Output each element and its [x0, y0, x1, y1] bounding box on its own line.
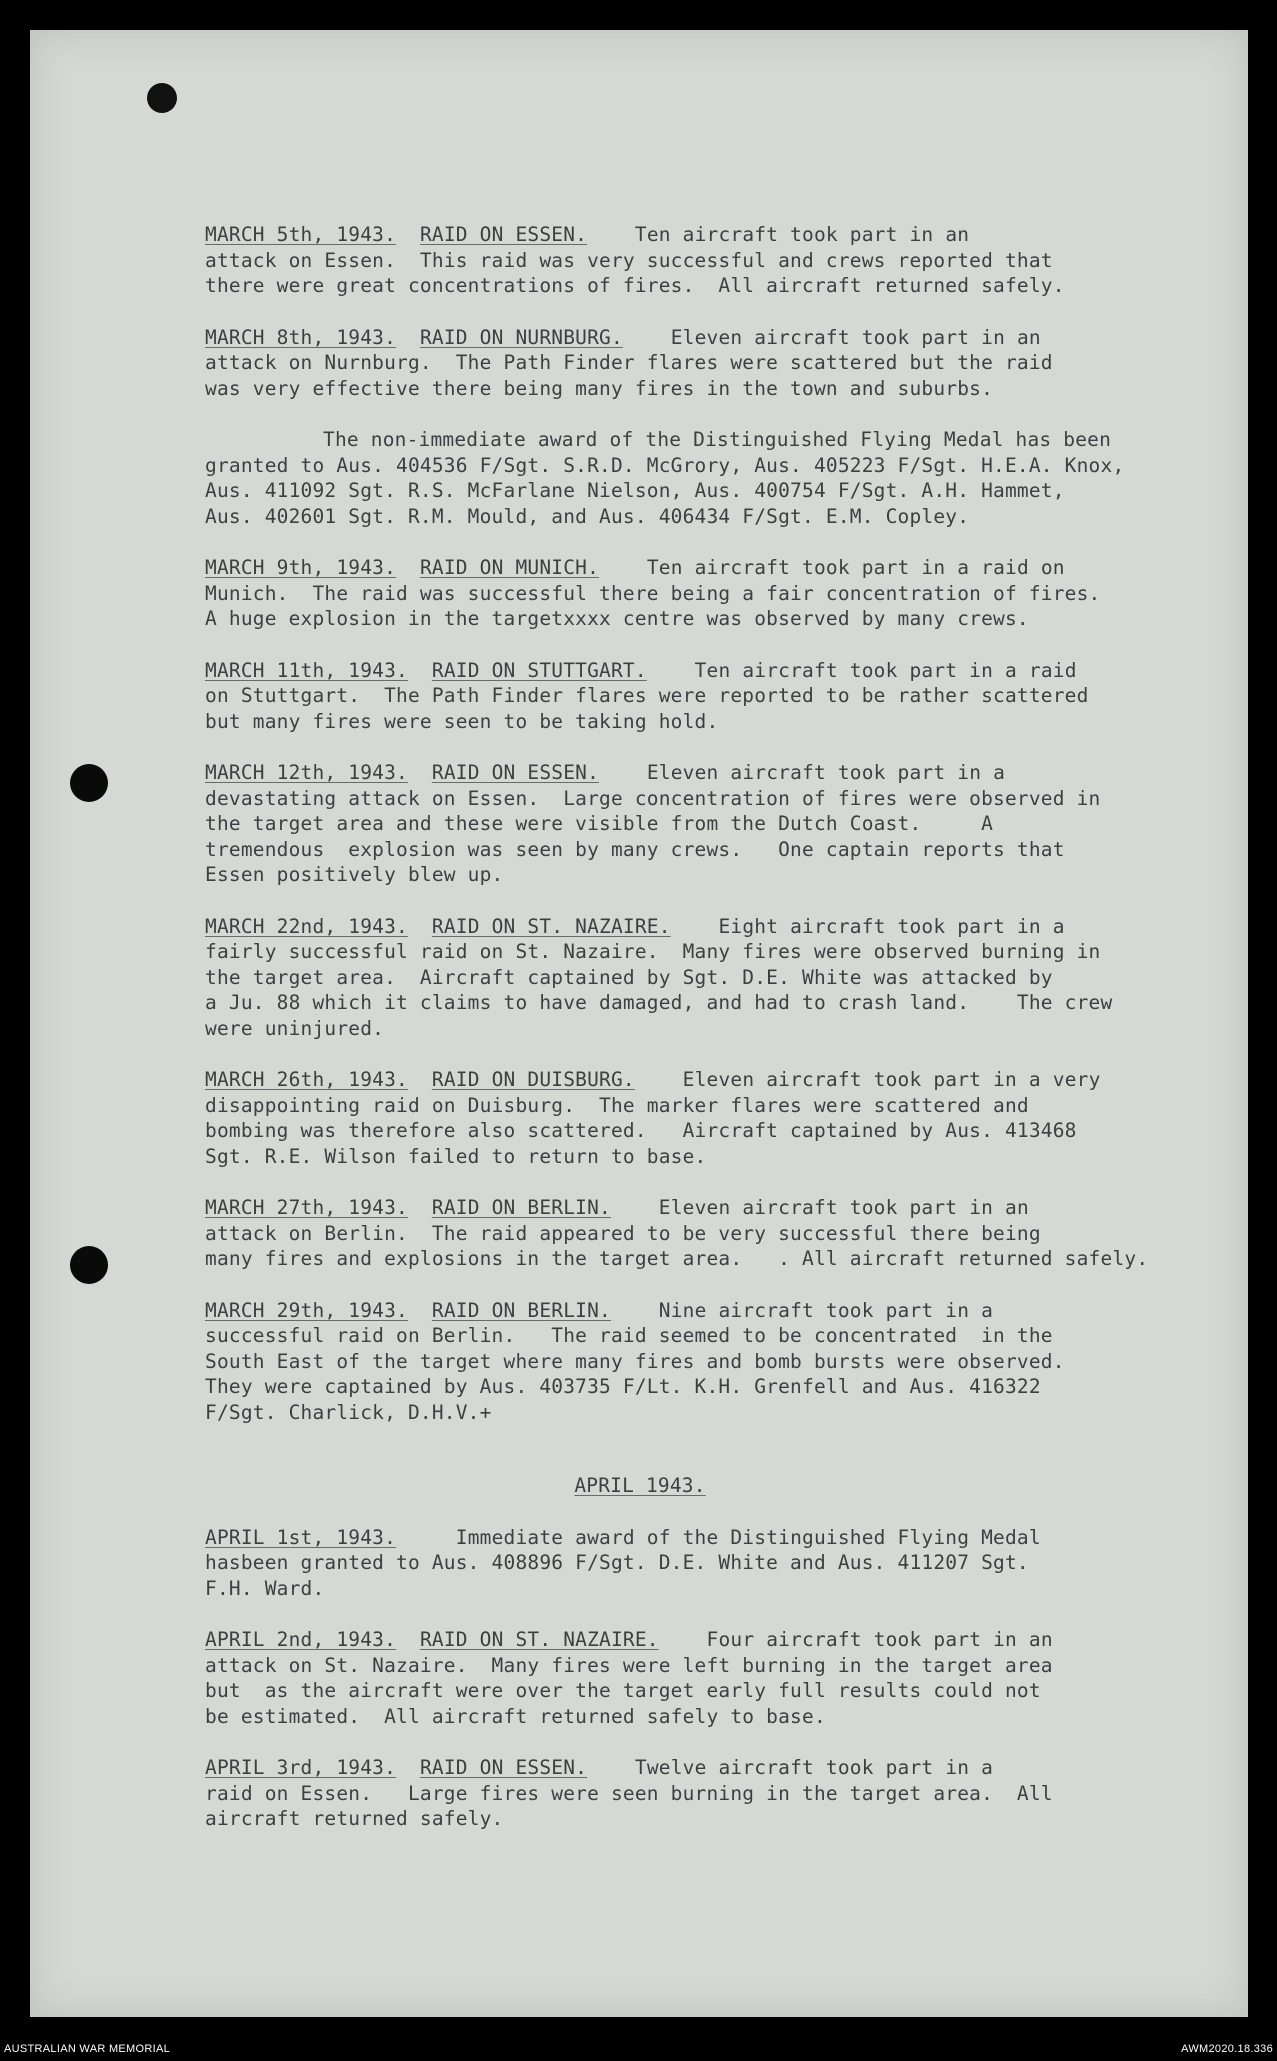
entry-title: RAID ON DUISBURG. — [431, 1068, 635, 1091]
raid-entry — [205, 325, 1205, 402]
entry-title: RAID ON BERLIN. — [431, 1298, 611, 1322]
entry-date: APRIL 2nd, 1943. — [205, 1628, 397, 1651]
entry-title: RAID ON MUNICH. — [419, 556, 600, 579]
raid-entry — [205, 914, 1205, 1042]
raid-entry — [205, 1627, 1205, 1729]
entry-date: MARCH 11th, 1943. — [205, 658, 408, 682]
entry-body: Eleven aircraft took part in an attack on Berlin. The raid appeared to be very successful there being many fires and explosions in the target area. . All aircraft returned safely. — [205, 1196, 1149, 1270]
archive-credit: AUSTRALIAN WAR MEMORIAL — [4, 2043, 171, 2055]
entry-body: Eleven aircraft took part in a devastating attack on Essen. Large concentration of fires were observed in the target area and these were visible from the Dutch Coast. A tremendous explosion was seen by many crews. One captain reports that Essen positively blew up. — [205, 761, 1101, 886]
award-first-line: The non-immediate award of the Distinguished Flying Medal has been — [323, 428, 1112, 451]
raid-entry — [205, 555, 1205, 632]
raid-entry — [205, 1195, 1205, 1272]
entry-date: MARCH 8th, 1943. — [205, 325, 397, 349]
entry-date: MARCH 5th, 1943. — [205, 223, 397, 246]
entry-title: RAID ON ST. NAZAIRE. — [431, 914, 671, 938]
entry-body: Nine aircraft took part in a successful raid on Berlin. The raid seemed to be concentrated in the South East of the target where many fires and bomb bursts were observed. They were captained by Aus. 403735 F/Lt. K.H. Grenfell and Aus. 416322 F/Sgt. Charlick, D.H.V.+ — [205, 1298, 1065, 1424]
top-ink-mark — [147, 83, 177, 113]
archive-reference: AWM2020.18.336 — [1181, 2043, 1273, 2055]
entry-body: Four aircraft took part in an attack on St. Nazaire. Many fires were left burning in the target area but as the aircraft were over the target early full results could not be estimated. All aircraft returned safely to base. — [205, 1628, 1053, 1728]
entry-body: Eleven aircraft took part in a very disappointing raid on Duisburg. The marker flares were scattered and bombing was therefore also scattered. Aircraft captained by Aus. 413468 Sgt. R.E. Wilson failed to return to base. — [205, 1068, 1101, 1168]
raid-entry — [205, 760, 1205, 888]
entry-body: Ten aircraft took part in a raid on Munich. The raid was successful there being a fair concentration of fires. A huge explosion in the targetxxxx centre was observed by many crews. — [205, 556, 1101, 630]
punch-hole-lower — [70, 1246, 108, 1284]
entry-date: MARCH 27th, 1943. — [205, 1196, 408, 1219]
entry-date: MARCH 26th, 1943. — [205, 1068, 408, 1091]
entry-body: Immediate award of the Distinguished Flying Medal hasbeen granted to Aus. 408896 F/Sgt. D.E. White and Aus. 411207 Sgt. F.H. Ward. — [205, 1525, 1041, 1600]
entry-date: APRIL 3rd, 1943. — [205, 1756, 397, 1779]
section-heading-text: APRIL 1943. — [574, 1474, 706, 1497]
entry-date: MARCH 29th, 1943. — [205, 1298, 408, 1322]
entry-title: RAID ON STUTTGART. — [431, 658, 647, 682]
award-rest: granted to Aus. 404536 F/Sgt. S.R.D. McGrory, Aus. 405223 F/Sgt. H.E.A. Knox, Aus. 411092 Sgt. R.S. McFarlane Nielson, Aus. 400754 F/Sgt. A.H. Hammet, Aus. 402601 Sgt. R.M. Mould, and Aus. 406434 F/Sgt. E.M. Copley. — [205, 453, 1125, 528]
entry-title: RAID ON ESSEN. — [431, 761, 600, 784]
entry-date: APRIL 1st, 1943. — [205, 1525, 397, 1549]
entry-title: RAID ON ESSEN. — [419, 1756, 588, 1779]
entry-title: RAID ON NURNBURG. — [419, 325, 623, 349]
raid-entry — [205, 1755, 1205, 1832]
entry-title: RAID ON ST. NAZAIRE. — [419, 1628, 659, 1651]
document-body — [205, 222, 1205, 1858]
section-heading — [205, 1473, 1205, 1499]
entry-body: Ten aircraft took part in a raid on Stuttgart. The Path Finder flares were reported to be rather scattered but many fires were seen to be taking hold. — [205, 658, 1089, 733]
entry-title: RAID ON ESSEN. — [419, 223, 588, 246]
entry-body: Eight aircraft took part in a fairly successful raid on St. Nazaire. Many fires were observed burning in the target area. Aircraft captained by Sgt. D.E. White was attacked by a Ju. 88 which it claims to have damaged, and had to crash land. The crew were uninjured. — [205, 914, 1113, 1040]
entry-date: MARCH 9th, 1943. — [205, 556, 397, 579]
raid-entry — [205, 222, 1205, 299]
raid-entry — [205, 658, 1205, 735]
award-paragraph — [205, 427, 1205, 529]
raid-entry — [205, 1298, 1205, 1426]
entry-date: MARCH 12th, 1943. — [205, 761, 408, 784]
entry-title: RAID ON BERLIN. — [431, 1196, 611, 1219]
april-award-entry — [205, 1525, 1205, 1602]
entry-body: Eleven aircraft took part in an attack on Nurnburg. The Path Finder flares were scattered but the raid was very effective there being many fires in the town and suburbs. — [205, 325, 1053, 400]
raid-entry — [205, 1067, 1205, 1169]
entry-date: MARCH 22nd, 1943. — [205, 914, 408, 938]
entry-body: Twelve aircraft took part in a raid on Essen. Large fires were seen burning in the target area. All aircraft returned safely. — [205, 1756, 1053, 1830]
entry-body: Ten aircraft took part in an attack on Essen. This raid was very successful and crews reported that there were great concentrations of fires. All aircraft returned safely. — [205, 223, 1065, 297]
punch-hole-upper — [70, 764, 108, 802]
